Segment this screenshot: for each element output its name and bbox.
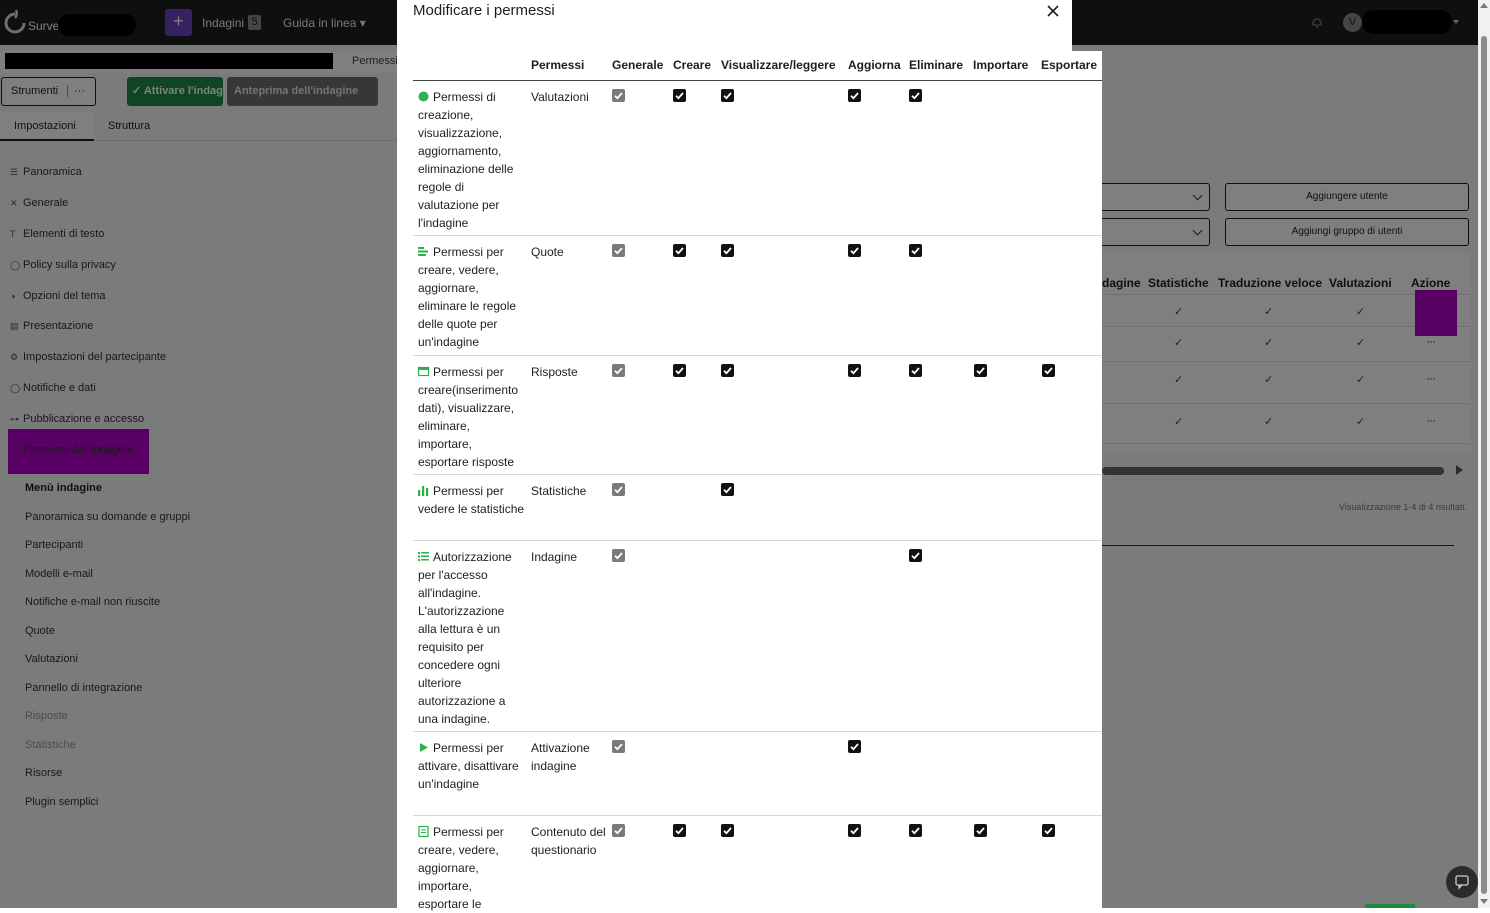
permission-checkbox-leggere[interactable]	[721, 364, 734, 377]
bar-chart-icon	[418, 483, 429, 494]
column-header-read: Visualizzare/leggere	[721, 58, 836, 72]
row-divider	[413, 815, 1102, 816]
permission-name: Attivazione indagine	[531, 741, 590, 773]
permission-description	[418, 243, 526, 351]
permission-checkbox-aggiorna[interactable]	[848, 824, 861, 837]
permission-checkbox-leggere[interactable]	[721, 483, 734, 496]
permission-checkbox-generale[interactable]	[612, 740, 625, 753]
permission-description-text: Permessi di creazione, visualizzazione, aggiornamento, eliminazione delle regole di valutazione per l'indagine	[418, 90, 514, 230]
permission-checkbox-esportare[interactable]	[1042, 824, 1055, 837]
permission-description-text: Permessi per vedere le statistiche	[418, 484, 525, 516]
permission-checkbox-creare[interactable]	[673, 824, 686, 837]
permission-description-text: Permessi per creare(inserimento dati), visualizzare, eliminare, importare, esportare risposte	[418, 365, 519, 469]
permission-checkbox-aggiorna[interactable]	[848, 244, 861, 257]
row-divider	[413, 474, 1102, 475]
permission-checkbox-generale[interactable]	[612, 364, 625, 377]
permission-description	[418, 363, 526, 471]
permission-name: Statistiche	[531, 484, 587, 498]
permission-checkbox-generale[interactable]	[612, 244, 625, 257]
column-header-delete: Eliminare	[909, 58, 964, 72]
permission-name: Valutazioni	[531, 90, 589, 104]
quota-icon	[418, 244, 429, 255]
list-icon	[418, 549, 429, 560]
permission-checkbox-aggiorna[interactable]	[848, 89, 861, 102]
page-scrollbar[interactable]	[1478, 0, 1490, 908]
permission-name: Quote	[531, 245, 564, 259]
responses-icon	[418, 364, 429, 375]
chat-button[interactable]	[1446, 866, 1478, 898]
column-header-general: Generale	[612, 58, 664, 72]
permission-checkbox-leggere[interactable]	[721, 244, 734, 257]
permission-description-text: Permessi per creare, vedere, aggiornare, eliminare le regole delle quote per un'indagine	[418, 245, 517, 349]
permission-name: Risposte	[531, 365, 578, 379]
permission-checkbox-esportare[interactable]	[1042, 364, 1055, 377]
permission-description-text: Autorizzazione per l'accesso all'indagine. L'autorizzazione alla lettura è un requisito per concedere ogni ulteriore autorizzazione a una indagine.	[418, 550, 512, 726]
permission-checkbox-creare[interactable]	[673, 244, 686, 257]
permission-name: Contenuto del questionario	[531, 825, 606, 857]
permission-checkbox-generale[interactable]	[612, 549, 625, 562]
permissions-matrix	[413, 51, 1102, 911]
row-divider	[413, 235, 1102, 236]
permission-checkbox-leggere[interactable]	[721, 824, 734, 837]
permission-checkbox-importare[interactable]	[974, 824, 987, 837]
permission-checkbox-leggere[interactable]	[721, 89, 734, 102]
row-divider	[413, 540, 1102, 541]
permission-checkbox-generale[interactable]	[612, 483, 625, 496]
row-divider	[413, 731, 1102, 732]
column-header-export: Esportare	[1041, 58, 1098, 72]
permission-checkbox-eliminare[interactable]	[909, 549, 922, 562]
scroll-down-icon[interactable]	[1480, 899, 1488, 904]
permission-description	[418, 739, 526, 793]
permission-description-text: Permessi per attivare, disattivare un'indagine	[418, 741, 519, 791]
header-divider	[413, 80, 1102, 81]
permission-checkbox-creare[interactable]	[673, 364, 686, 377]
scroll-up-icon[interactable]	[1480, 3, 1488, 8]
column-header-update: Aggiorna	[848, 58, 901, 72]
permission-checkbox-generale[interactable]	[612, 824, 625, 837]
permission-name: Indagine	[531, 550, 578, 564]
permission-checkbox-eliminare[interactable]	[909, 364, 922, 377]
column-header-import: Importare	[973, 58, 1029, 72]
permission-checkbox-importare[interactable]	[974, 364, 987, 377]
scrollbar-thumb[interactable]	[1481, 36, 1487, 894]
column-header-create: Creare	[673, 58, 712, 72]
close-icon[interactable]	[1045, 3, 1061, 19]
row-divider	[413, 355, 1102, 356]
permission-checkbox-aggiorna[interactable]	[848, 364, 861, 377]
circle-icon	[418, 89, 429, 100]
column-header-permissions: Permessi	[531, 58, 585, 72]
permission-description	[418, 482, 526, 518]
permission-checkbox-eliminare[interactable]	[909, 89, 922, 102]
permission-description	[418, 823, 526, 913]
permission-checkbox-aggiorna[interactable]	[848, 740, 861, 753]
document-icon	[418, 824, 429, 835]
permission-checkbox-creare[interactable]	[673, 89, 686, 102]
chat-icon	[1455, 875, 1469, 889]
permission-description	[418, 548, 526, 728]
permission-checkbox-eliminare[interactable]	[909, 244, 922, 257]
permission-checkbox-generale[interactable]	[612, 89, 625, 102]
bottom-action-button[interactable]	[1365, 904, 1415, 908]
permission-checkbox-eliminare[interactable]	[909, 824, 922, 837]
modal-title: Modificare i permessi	[413, 2, 555, 19]
permission-description	[418, 88, 526, 232]
permission-description-text: Permessi per creare, vedere, aggiornare, importare, esportare le	[418, 825, 504, 911]
play-icon	[418, 740, 429, 751]
